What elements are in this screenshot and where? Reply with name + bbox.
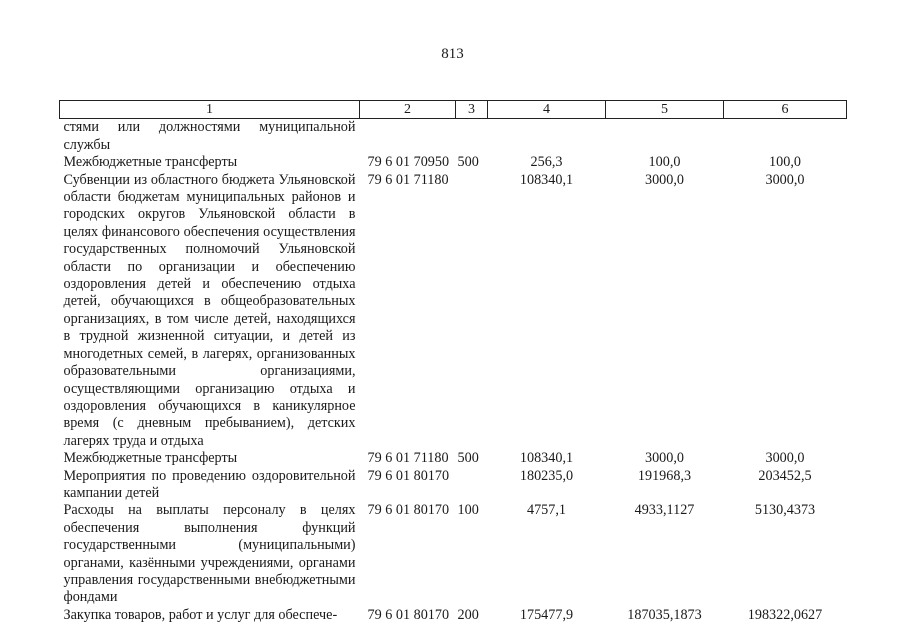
table-header [60, 101, 847, 119]
table-row [60, 119, 847, 154]
row-type: 100 [457, 502, 479, 519]
table-row [60, 468, 847, 503]
row-value-6: 3000,0 [765, 171, 805, 188]
row-description: Расходы на выплаты персоналу в целях обеспечения выполнения функций государственными (муниципальными) органами, казёнными учреждениями, органами управления государственными внебюджетными фондами [63, 502, 356, 606]
row-type [456, 119, 488, 154]
row-type: 500 [457, 154, 479, 171]
row-description: Закупка товаров, работ и услуг для обеспече- [63, 606, 338, 623]
row-description: Субвенции из областного бюджета Ульяновской области бюджетам муниципальных районов и городских округов Ульяновской области в целях финансового обеспечения осуществления государственных полномочий Ульяновской области по организации и обеспечению оздоровления детей и обеспечению отдыха детей, обучающихся в общеобразовательных организациях, в том числе детей, находящихся в трудной жизненной ситуации, и детей из многодетных семей, в лагерях, организованных образовательными организациями, осуществляющими организацию отдыха и оздоровления обучающихся в каникулярное время (с дневным пребыванием), детских лагерях труда и отдыха [63, 171, 356, 449]
row-value-4 [488, 119, 606, 154]
header-col-3: 3 [456, 101, 488, 119]
table-row [60, 172, 847, 451]
row-value-6: 100,0 [769, 154, 801, 171]
header-col-5: 5 [606, 101, 724, 119]
row-value-5 [606, 119, 724, 154]
row-value-4: 256,3 [530, 154, 563, 171]
row-code: 79 6 01 80170 [367, 502, 450, 519]
row-code [360, 119, 456, 154]
row-value-6: 198322,0627 [747, 606, 823, 623]
budget-table [59, 100, 847, 624]
row-type [456, 468, 488, 503]
row-value-4: 108340,1 [519, 450, 574, 467]
row-code: 79 6 01 80170 [367, 606, 450, 623]
row-type [456, 172, 488, 451]
row-value-4: 108340,1 [519, 171, 574, 188]
table-row [60, 154, 847, 171]
row-description: Межбюджетные трансферты [63, 450, 238, 467]
row-value-4: 180235,0 [519, 467, 574, 484]
row-value-5: 3000,0 [644, 450, 684, 467]
row-value-4: 4757,1 [526, 502, 566, 519]
header-row [60, 101, 847, 119]
row-value-4: 175477,9 [519, 606, 574, 623]
row-code: 79 6 01 71180 [367, 450, 449, 467]
table-row [60, 450, 847, 467]
row-description: стями или должностями муниципальной службы [63, 119, 356, 153]
row-value-6: 3000,0 [765, 450, 805, 467]
table-row [60, 607, 847, 624]
row-type: 200 [457, 606, 479, 623]
row-value-5: 4933,1127 [634, 502, 695, 519]
row-value-6: 203452,5 [758, 467, 812, 484]
row-value-5: 3000,0 [644, 171, 684, 188]
row-code: 79 6 01 80170 [367, 467, 450, 484]
header-col-2: 2 [360, 101, 456, 119]
row-code: 79 6 01 70950 [367, 154, 450, 171]
row-value-5: 187035,1873 [627, 606, 702, 623]
row-value-6 [724, 119, 847, 154]
row-value-5: 191968,3 [637, 467, 692, 484]
row-value-6: 5130,4373 [754, 502, 816, 519]
row-description: Мероприятия по проведению оздоровительной кампании детей [63, 467, 356, 501]
table-row [60, 502, 847, 606]
row-code: 79 6 01 71180 [367, 171, 449, 188]
row-description: Межбюджетные трансферты [63, 154, 238, 171]
row-type: 500 [457, 450, 479, 467]
row-value-5: 100,0 [648, 154, 681, 171]
page-number: 813 [441, 46, 464, 62]
header-col-1: 1 [60, 101, 360, 119]
header-col-6: 6 [724, 101, 847, 119]
header-col-4: 4 [488, 101, 606, 119]
